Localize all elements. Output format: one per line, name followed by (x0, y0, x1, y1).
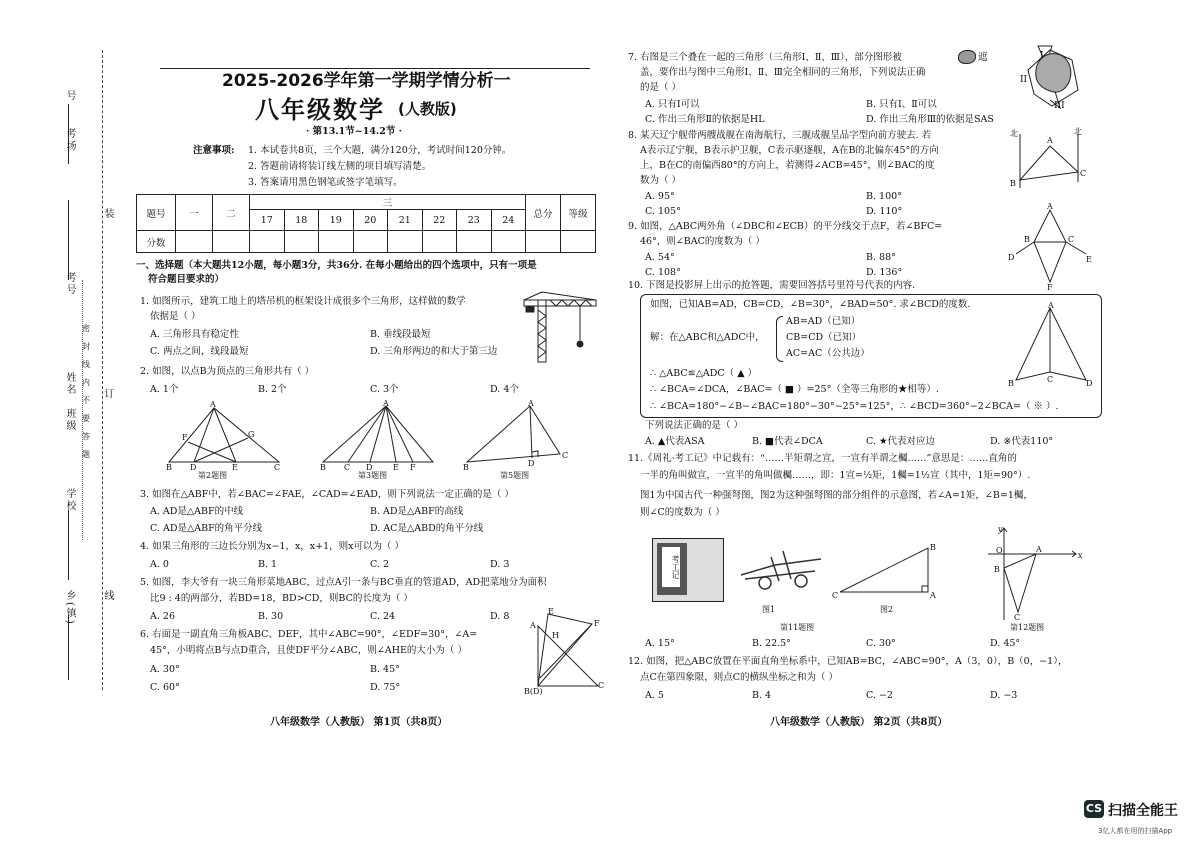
svg-text:E: E (1086, 255, 1092, 264)
svg-text:B(D): B(D) (524, 687, 543, 696)
q10-box-line3: ∴ △ABC≌△ADC（ ▲ ） (650, 368, 758, 379)
q10-option-d[interactable]: D. ※代表110° (990, 436, 1054, 447)
q3-option-c[interactable]: C. AD是△ABF的角平分线 (150, 523, 263, 534)
q12-text-2: 点C在第四象限，则点C的横纵坐标之和为（ ） (640, 672, 839, 683)
svg-text:D: D (1008, 253, 1015, 262)
q11-option-c[interactable]: C. 30° (866, 638, 896, 649)
q11-caption-fig1: 图1 (762, 605, 776, 614)
inner-notes (82, 320, 94, 464)
svg-text:y: y (998, 525, 1003, 534)
score-th-1: 一 (176, 195, 213, 231)
figure-q2 (164, 400, 289, 470)
q5-option-b[interactable]: B. 30 (258, 611, 284, 622)
q10-eq1: AB=AD（已知） (786, 316, 861, 327)
q4-text: 4. 如果三角形的三边长分别为x−1，x，x+1，则x可以为（ ） (140, 541, 405, 552)
q5-option-a[interactable]: A. 26 (150, 611, 175, 622)
note-1: 1. 本试卷共8页，三个大题，满分120分，考试时间120分钟。 (248, 145, 512, 156)
edition-label: (人教版) (398, 100, 457, 118)
score-th-number: 题号 (137, 195, 176, 231)
figure-q6 (520, 608, 605, 696)
svg-text:A: A (1036, 545, 1042, 554)
figure-q3 (318, 400, 443, 470)
q3-option-b[interactable]: B. AD是△ABF的高线 (370, 506, 464, 517)
binding-label-class: 班级 (64, 408, 75, 432)
camscanner-tagline: 3亿人都在用的扫描App (1098, 827, 1173, 835)
svg-text:E: E (232, 463, 238, 470)
q10-text: 10. 下图是投影屏上出示的抢答题，需要回答括号里符号代表的内容. (628, 280, 916, 291)
svg-text:北: 北 (1074, 127, 1082, 136)
inner-note-3: 内 (82, 378, 90, 387)
q2-figure-caption: 第2题图 (198, 471, 228, 480)
score-cell[interactable] (213, 231, 250, 253)
binding-line-name (68, 200, 69, 280)
q10-box-line5: ∴ ∠BCA=180°−∠B−∠BAC=180°−30°−25°=125°，∴ ∠BCD=360°−2∠BCA=（ ※ ）. (650, 401, 1059, 412)
q9-text-2: 46°，则∠BAC的度数为（ ） (640, 236, 765, 247)
q7-option-c[interactable]: C. 作出三角形Ⅱ的依据是HL (645, 114, 765, 125)
score-cell[interactable] (319, 231, 354, 253)
figure-q10 (1006, 302, 1096, 390)
footer-right: 八年级数学（人教版） 第2页（共8页） (770, 717, 948, 728)
score-th-total: 总分 (526, 195, 561, 231)
q11-option-a[interactable]: A. 15° (645, 638, 675, 649)
q12-figure-caption: 第12题图 (1010, 623, 1045, 632)
svg-text:B: B (1010, 179, 1016, 188)
q6-option-d[interactable]: D. 75° (370, 682, 401, 693)
book-label: 考工记 (662, 547, 680, 587)
notes-label: 注意事项: (193, 145, 235, 156)
svg-text:C: C (598, 681, 605, 690)
score-cell[interactable] (561, 231, 596, 253)
svg-text:F: F (594, 619, 600, 628)
svg-text:B: B (994, 565, 1000, 574)
camscanner-logo: CS (1084, 800, 1104, 818)
score-sub-17: 17 (250, 210, 285, 231)
q1-option-a[interactable]: A. 三角形具有稳定性 (150, 329, 239, 340)
q11-option-b[interactable]: B. 22.5° (752, 638, 791, 649)
score-cell[interactable] (491, 231, 526, 253)
score-cell[interactable] (353, 231, 388, 253)
q7-text-2: 盖，要作出与图中三角形Ⅰ、Ⅱ、Ⅲ完全相同的三角形，下列说法正确 (640, 67, 926, 78)
q10-option-c[interactable]: C. ★代表对应边 (866, 436, 935, 447)
q10-brace (776, 316, 783, 362)
q7-text-1b: 遮 (978, 52, 988, 63)
q3-figure-caption: 第3题图 (358, 471, 388, 480)
svg-text:D: D (190, 463, 197, 470)
q8-text-3: 上，B在C的南偏西80°的方向上，若测得∠ACB=45°，则∠BAC的度 (640, 160, 935, 171)
inner-note-1: 封 (82, 342, 90, 351)
figure-q5 (462, 400, 572, 470)
svg-text:E: E (548, 608, 554, 616)
q12-option-b[interactable]: B. 4 (752, 690, 772, 701)
tower-crane-figure (520, 290, 600, 365)
score-cell[interactable] (250, 231, 285, 253)
q11-text-3: 图1为中国古代一种强弩图，图2为这种强弩图的部分组件的示意图，若∠A=1矩，∠B=1欘， (640, 490, 1033, 501)
q1-option-d[interactable]: D. 三角形两边的和大于第三边 (370, 346, 498, 357)
q1-option-c[interactable]: C. 两点之间，线段最短 (150, 346, 249, 357)
score-cell[interactable] (284, 231, 319, 253)
inner-note-2: 线 (82, 360, 90, 369)
q8-option-a[interactable]: A. 95° (645, 191, 675, 202)
svg-text:C: C (274, 463, 281, 470)
q4-option-a[interactable]: A. 0 (150, 559, 169, 570)
subject-title: 八年级数学 (255, 96, 385, 124)
q12-option-c[interactable]: C. −2 (866, 690, 893, 701)
q5-text-1: 5. 如图，李大爷有一块三角形菜地ABC，过点A引一条与BC垂直的管道AD，AD把菜地分为面积 (140, 577, 547, 588)
binding-label-town: 乡(镇) (64, 590, 75, 626)
q10-eq3: AC=AC（公共边） (786, 348, 870, 359)
svg-text:C: C (1068, 235, 1075, 244)
q10-eq2: CB=CD（已知） (786, 332, 862, 343)
svg-text:C: C (1047, 375, 1054, 384)
section1-heading-line2: 符合题目要求的） (148, 274, 225, 285)
q8-text-2: A表示辽宁舰，B表示护卫舰，C表示驱逐舰，A在B的北偏东45°的方向 (640, 145, 939, 156)
q10-option-b[interactable]: B. ■代表∠DCA (752, 436, 823, 447)
section1-heading-line1: 一、选择题（本大题共12小题，每小题3分，共36分. 在每小题给出的四个选项中，只有一项是 (136, 260, 537, 271)
q7-option-a[interactable]: A. 只有Ⅰ可以 (645, 99, 700, 110)
q5-option-c[interactable]: C. 24 (370, 611, 396, 622)
q5-text-2: 比9 : 4的两部分，若BD=18，BD>CD，则BC的长度为（ ） (150, 593, 413, 604)
inner-note-5: 要 (82, 414, 90, 423)
q3-option-a[interactable]: A. AD是△ABF的中线 (150, 506, 244, 517)
q9-text-1: 9. 如图，△ABC两外角（∠DBC和∠ECB）的平分线交于点F，若∠BFC= (628, 221, 943, 232)
q11-caption-fig2: 图2 (880, 605, 894, 614)
q8-option-b[interactable]: B. 100° (866, 191, 902, 202)
figure-q9 (1004, 202, 1100, 290)
inner-note-0: 密 (82, 324, 90, 333)
svg-text:北: 北 (1010, 129, 1018, 138)
q2-option-b[interactable]: B. 2个 (258, 384, 287, 395)
inner-note-7: 题 (82, 450, 90, 459)
binding-label-name: 姓名 (64, 372, 75, 396)
q8-option-c[interactable]: C. 105° (645, 206, 681, 217)
svg-text:E: E (393, 463, 399, 470)
svg-text:C: C (832, 591, 839, 600)
cover-blob-icon (958, 50, 976, 64)
score-table-score-row (137, 231, 596, 253)
q11-text-4: 则∠C的度数为（ ） (640, 507, 725, 518)
figure-q12 (984, 524, 1084, 624)
svg-text:H: H (552, 631, 559, 640)
q6-option-a[interactable]: A. 30° (150, 664, 180, 675)
q12-text-1: 12. 如图，把△ABC放置在平面直角坐标系中，已知AB=BC，∠ABC=90°，A（3，0），B（0，−1）， (628, 656, 1068, 667)
q2-text: 2. 如图，以点B为顶点的三角形共有（ ） (140, 366, 315, 377)
q4-option-d[interactable]: D. 3 (490, 559, 510, 570)
q9-option-b[interactable]: B. 88° (866, 252, 896, 263)
binding-line-town (68, 615, 69, 680)
q12-option-d[interactable]: D. −3 (990, 690, 1018, 701)
title-underline (160, 68, 590, 69)
svg-text:III: III (1054, 101, 1065, 111)
svg-text:A: A (1048, 302, 1054, 310)
q2-option-c[interactable]: C. 3个 (370, 384, 399, 395)
q2-option-d[interactable]: D. 4个 (490, 384, 519, 395)
inner-note-6: 答 (82, 432, 90, 441)
svg-text:A: A (1047, 136, 1053, 145)
score-sub-21: 21 (388, 210, 423, 231)
q11-option-d[interactable]: D. 45° (990, 638, 1021, 649)
scope-label: · 第13.1节~14.2节 · (306, 126, 402, 137)
q12-option-a[interactable]: A. 5 (645, 690, 664, 701)
svg-text:B: B (1024, 235, 1030, 244)
q8-option-d[interactable]: D. 110° (866, 206, 903, 217)
score-sub-23: 23 (457, 210, 492, 231)
score-table (136, 194, 596, 253)
q10-box-line2: 解：在△ABC和△ADC中， (650, 332, 765, 343)
score-sub-22: 22 (422, 210, 457, 231)
svg-text:F: F (410, 463, 416, 470)
svg-text:C: C (1014, 613, 1021, 622)
svg-text:B: B (463, 463, 469, 470)
q11-text-2: 一半的角叫做宣，一宣半的角叫做欘……，即：1宣=½矩，1欘=1½宣（其中，1矩=90°）. (640, 470, 1031, 481)
svg-text:A: A (210, 400, 216, 409)
score-sub-24: 24 (491, 210, 526, 231)
q8-text-1: 8. 某天辽宁舰带两艘战舰在南海航行，三舰成舰呈品字型向前方驶去. 若 (628, 130, 932, 141)
q9-option-d[interactable]: D. 136° (866, 267, 903, 278)
svg-text:B: B (930, 543, 936, 552)
q5-option-d[interactable]: D. 8 (490, 611, 510, 622)
q3-text: 3. 如图在△ABF中，若∠BAC=∠FAE，∠CAD=∠EAD，则下列说法一定正确的是（ ） (140, 489, 514, 500)
svg-text:B: B (1008, 379, 1014, 388)
svg-text:O: O (996, 546, 1003, 555)
figure-q8 (1006, 124, 1094, 196)
q11-text-1: 11.《周礼·考工记》中记载有：“……半矩谓之宣，一宣有半谓之欘……”意思是：……直角的 (628, 453, 1017, 464)
footer-left: 八年级数学（人教版） 第1页（共8页） (270, 717, 448, 728)
svg-text:C: C (344, 463, 351, 470)
seal-char-3: 线 (102, 590, 113, 602)
q11-figure1-crossbow (735, 545, 827, 595)
svg-text:A: A (1047, 202, 1053, 211)
score-row-label: 分数 (137, 231, 176, 253)
q4-option-c[interactable]: C. 2 (370, 559, 390, 570)
q6-text-1: 6. 右面是一副直角三角板ABC、DEF，其中∠ABC=90°，∠EDF=30°，∠A= (140, 629, 478, 640)
q9-option-a[interactable]: A. 54° (645, 252, 675, 263)
svg-text:x: x (1078, 551, 1083, 560)
note-2: 2. 答题前请将装订线左侧的项目填写清楚。 (248, 161, 432, 172)
q1-text-2: 依据是（ ） (150, 311, 201, 322)
q6-text-2: 45°，小明将点B与点D重合，且使DF平分∠ABC，则∠AHE的大小为（ ） (150, 645, 467, 656)
svg-text:D: D (528, 459, 535, 468)
score-cell[interactable] (422, 231, 457, 253)
binding-label-examno: 考号 (64, 272, 75, 296)
svg-text:II: II (1020, 75, 1028, 85)
q10-question: 下列说法正确的是（ ） (645, 420, 744, 431)
svg-text:A: A (528, 400, 534, 408)
q4-option-b[interactable]: B. 1 (258, 559, 278, 570)
q10-option-a[interactable]: A. ▲代表ASA (645, 436, 705, 447)
q7-text-1: 7. 右图是三个叠在一起的三角形（三角形Ⅰ、Ⅱ、Ⅲ），部分图形被 (628, 52, 902, 63)
svg-text:B: B (166, 463, 172, 470)
note-3: 3. 答案请用黑色钢笔或签字笔填写。 (248, 177, 403, 188)
q3-option-d[interactable]: D. AC是△ABD的角平分线 (370, 523, 484, 534)
svg-text:B: B (320, 463, 326, 470)
svg-text:C: C (562, 451, 569, 460)
q7-option-b[interactable]: B. 只有Ⅰ、Ⅱ可以 (866, 99, 937, 110)
q11-figure2 (832, 540, 942, 602)
score-sub-20: 20 (353, 210, 388, 231)
exam-title: 2025-2026学年第一学期学情分析一 (222, 71, 511, 91)
score-th-2: 二 (213, 195, 250, 231)
svg-text:G: G (248, 430, 255, 439)
score-cell[interactable] (457, 231, 492, 253)
binding-label-school: 学校 (64, 488, 75, 512)
inner-note-4: 不 (82, 396, 90, 405)
q11-figure1-book (652, 538, 724, 602)
svg-text:F: F (182, 433, 188, 442)
q8-text-4: 数为（ ） (640, 175, 682, 186)
svg-text:D: D (1086, 379, 1093, 388)
score-cell[interactable] (388, 231, 423, 253)
q7-text-3: 的是（ ） (640, 82, 682, 93)
binding-label-room: 考场 (64, 128, 75, 152)
q11-caption: 第11题图 (780, 623, 815, 632)
q10-box-line1: 如图，已知AB=AD，CB=CD，∠B=30°，∠BAD=50°. 求∠BCD的度数. (650, 299, 971, 310)
score-th-3: 三 (250, 195, 526, 210)
svg-text:F: F (1047, 283, 1053, 290)
q5-figure-caption: 第5题图 (500, 471, 530, 480)
svg-text:A: A (930, 591, 936, 600)
svg-text:A: A (530, 621, 536, 630)
q1-text-1: 1. 如图所示，建筑工地上的塔吊机的框架设计成很多个三角形，这样做的数学 (140, 296, 466, 307)
svg-text:A: A (383, 400, 389, 408)
q9-option-c[interactable]: C. 108° (645, 267, 681, 278)
score-th-grade: 等级 (561, 195, 596, 231)
score-sub-19: 19 (319, 210, 354, 231)
q6-option-b[interactable]: B. 45° (370, 664, 400, 675)
svg-text:C: C (1080, 169, 1087, 178)
svg-text:D: D (366, 463, 373, 470)
camscanner-name: 扫描全能王 (1108, 803, 1178, 819)
q7-option-d[interactable]: D. 作出三角形Ⅲ的依据是SAS (866, 114, 994, 125)
seal-char-2: 订 (102, 388, 113, 400)
score-sub-18: 18 (284, 210, 319, 231)
binding-label-number: 号 (64, 90, 75, 102)
q2-option-a[interactable]: A. 1个 (150, 384, 179, 395)
q6-option-c[interactable]: C. 60° (150, 682, 180, 693)
q10-box-line4: ∴ ∠BCA=∠DCA，∠BAC=（ ■ ）=25°（全等三角形的★相等）. (650, 384, 939, 395)
figure-q7 (1016, 40, 1086, 112)
score-cell[interactable] (526, 231, 561, 253)
score-cell[interactable] (176, 231, 213, 253)
svg-text:I: I (1040, 51, 1044, 61)
seal-char-1: 装 (102, 208, 113, 220)
q1-option-b[interactable]: B. 垂线段最短 (370, 329, 431, 340)
binding-line-school (68, 510, 69, 580)
score-table-header-row (137, 195, 596, 210)
